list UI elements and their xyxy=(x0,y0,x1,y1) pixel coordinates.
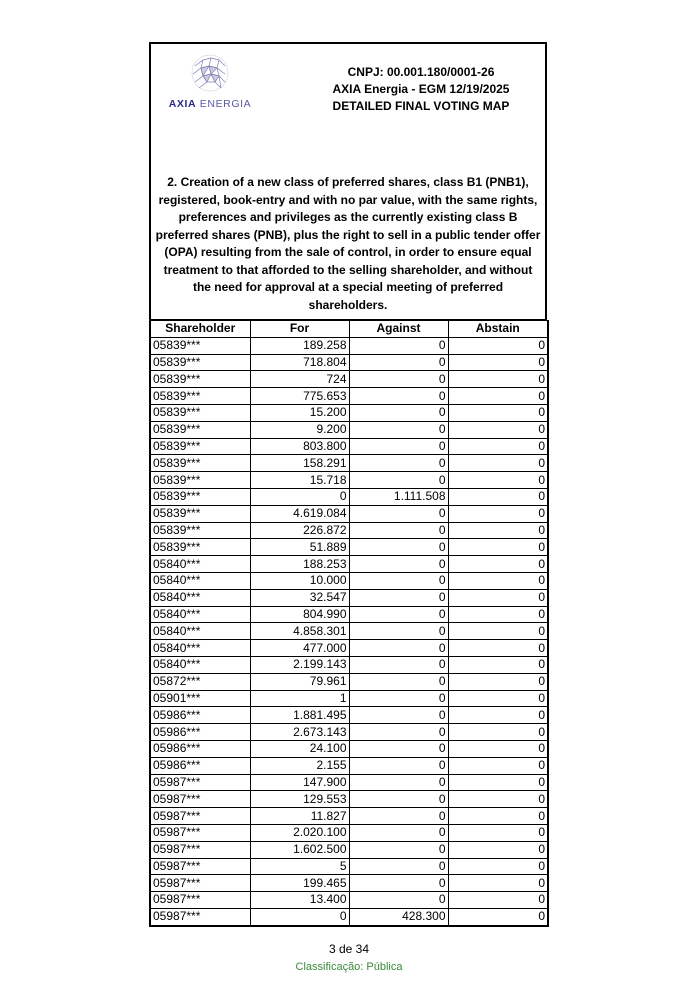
cell-for: 4.858.301 xyxy=(250,623,349,640)
cell-abstain: 0 xyxy=(448,455,548,472)
cell-abstain: 0 xyxy=(448,841,548,858)
cell-shareholder: 05840*** xyxy=(150,640,250,657)
cell-shareholder: 05987*** xyxy=(150,791,250,808)
cell-shareholder: 05839*** xyxy=(150,539,250,556)
cell-abstain: 0 xyxy=(448,472,548,489)
cell-shareholder: 05839*** xyxy=(150,472,250,489)
company-logo xyxy=(165,52,255,110)
title-block xyxy=(301,64,541,115)
table-row xyxy=(150,371,548,388)
cell-for: 226.872 xyxy=(250,522,349,539)
cell-for: 804.990 xyxy=(250,606,349,623)
cell-for: 158.291 xyxy=(250,455,349,472)
cell-against: 0 xyxy=(349,791,448,808)
table-body xyxy=(150,337,548,925)
cell-for: 718.804 xyxy=(250,354,349,371)
table-row xyxy=(150,404,548,421)
table-row xyxy=(150,656,548,673)
cell-abstain: 0 xyxy=(448,673,548,690)
table-row xyxy=(150,640,548,657)
cell-for: 129.553 xyxy=(250,791,349,808)
cell-shareholder: 05986*** xyxy=(150,757,250,774)
cell-for: 24.100 xyxy=(250,740,349,757)
cell-for: 1.602.500 xyxy=(250,841,349,858)
cell-against: 0 xyxy=(349,421,448,438)
document-page xyxy=(149,42,547,927)
cell-for: 13.400 xyxy=(250,892,349,909)
cell-shareholder: 05839*** xyxy=(150,404,250,421)
table-row xyxy=(150,556,548,573)
cell-for: 32.547 xyxy=(250,589,349,606)
cell-abstain: 0 xyxy=(448,791,548,808)
cell-for: 775.653 xyxy=(250,388,349,405)
cell-abstain: 0 xyxy=(448,371,548,388)
cell-against: 0 xyxy=(349,556,448,573)
cell-abstain: 0 xyxy=(448,438,548,455)
cell-for: 189.258 xyxy=(250,337,349,354)
cell-against: 0 xyxy=(349,640,448,657)
cell-abstain: 0 xyxy=(448,572,548,589)
cell-abstain: 0 xyxy=(448,808,548,825)
cell-shareholder: 05839*** xyxy=(150,505,250,522)
cell-for: 4.619.084 xyxy=(250,505,349,522)
header-box xyxy=(149,42,547,320)
cell-against: 0 xyxy=(349,724,448,741)
cell-for: 147.900 xyxy=(250,774,349,791)
table-row xyxy=(150,875,548,892)
cell-shareholder: 05986*** xyxy=(150,740,250,757)
cell-abstain: 0 xyxy=(448,589,548,606)
cell-shareholder: 05986*** xyxy=(150,707,250,724)
cell-against: 0 xyxy=(349,455,448,472)
cell-abstain: 0 xyxy=(448,606,548,623)
cell-abstain: 0 xyxy=(448,337,548,354)
table-row xyxy=(150,841,548,858)
cell-shareholder: 05901*** xyxy=(150,690,250,707)
cell-against: 0 xyxy=(349,774,448,791)
cell-abstain: 0 xyxy=(448,858,548,875)
table-row xyxy=(150,421,548,438)
table-row xyxy=(150,757,548,774)
cell-against: 0 xyxy=(349,371,448,388)
cell-abstain: 0 xyxy=(448,757,548,774)
table-row xyxy=(150,824,548,841)
cell-against: 0 xyxy=(349,438,448,455)
table-row xyxy=(150,572,548,589)
cell-against: 0 xyxy=(349,690,448,707)
table-row xyxy=(150,774,548,791)
cell-shareholder: 05987*** xyxy=(150,875,250,892)
cell-shareholder: 05987*** xyxy=(150,892,250,909)
table-row xyxy=(150,791,548,808)
cell-shareholder: 05839*** xyxy=(150,421,250,438)
table-row xyxy=(150,488,548,505)
cell-abstain: 0 xyxy=(448,774,548,791)
cell-abstain: 0 xyxy=(448,421,548,438)
cell-against: 0 xyxy=(349,707,448,724)
cell-against: 0 xyxy=(349,841,448,858)
table-row xyxy=(150,354,548,371)
cell-abstain: 0 xyxy=(448,388,548,405)
cell-against: 0 xyxy=(349,875,448,892)
cell-abstain: 0 xyxy=(448,505,548,522)
cell-shareholder: 05839*** xyxy=(150,388,250,405)
cell-shareholder: 05986*** xyxy=(150,724,250,741)
meeting-title: AXIA Energia - EGM 12/19/2025 xyxy=(332,82,510,96)
cell-abstain: 0 xyxy=(448,875,548,892)
cell-for: 10.000 xyxy=(250,572,349,589)
cell-against: 0 xyxy=(349,354,448,371)
cell-shareholder: 05839*** xyxy=(150,371,250,388)
cell-shareholder: 05839*** xyxy=(150,354,250,371)
cell-abstain: 0 xyxy=(448,707,548,724)
cell-shareholder: 05987*** xyxy=(150,841,250,858)
cell-for: 724 xyxy=(250,371,349,388)
cell-for: 2.673.143 xyxy=(250,724,349,741)
cell-abstain: 0 xyxy=(448,556,548,573)
cell-against: 0 xyxy=(349,824,448,841)
column-header-against: Against xyxy=(349,321,448,338)
cell-against: 0 xyxy=(349,522,448,539)
classification-label: Classificação: Pública xyxy=(295,961,403,973)
cell-against: 0 xyxy=(349,606,448,623)
cell-against: 0 xyxy=(349,404,448,421)
cell-shareholder: 05840*** xyxy=(150,572,250,589)
cell-for: 0 xyxy=(250,908,349,925)
cell-abstain: 0 xyxy=(448,892,548,909)
cell-shareholder: 05840*** xyxy=(150,606,250,623)
cell-against: 0 xyxy=(349,539,448,556)
cell-abstain: 0 xyxy=(448,824,548,841)
cell-for: 5 xyxy=(250,858,349,875)
cell-abstain: 0 xyxy=(448,354,548,371)
table-row xyxy=(150,808,548,825)
cell-abstain: 0 xyxy=(448,690,548,707)
cell-against: 0 xyxy=(349,623,448,640)
table-row xyxy=(150,472,548,489)
voting-table xyxy=(149,320,549,927)
cell-for: 2.020.100 xyxy=(250,824,349,841)
cell-against: 0 xyxy=(349,505,448,522)
cell-for: 1 xyxy=(250,690,349,707)
cell-against: 0 xyxy=(349,472,448,489)
cell-abstain: 0 xyxy=(448,740,548,757)
cell-against: 428.300 xyxy=(349,908,448,925)
cell-against: 0 xyxy=(349,589,448,606)
table-row xyxy=(150,908,548,925)
cell-for: 1.881.495 xyxy=(250,707,349,724)
cell-shareholder: 05840*** xyxy=(150,589,250,606)
table-row xyxy=(150,438,548,455)
cell-against: 0 xyxy=(349,673,448,690)
table-row xyxy=(150,690,548,707)
cell-for: 2.199.143 xyxy=(250,656,349,673)
globe-network-icon xyxy=(187,52,233,94)
cnpj: CNPJ: 00.001.180/0001-26 xyxy=(347,65,495,79)
cell-for: 9.200 xyxy=(250,421,349,438)
page-footer xyxy=(0,941,698,975)
column-header-for: For xyxy=(250,321,349,338)
cell-abstain: 0 xyxy=(448,908,548,925)
cell-shareholder: 05872*** xyxy=(150,673,250,690)
table-row xyxy=(150,724,548,741)
cell-for: 199.465 xyxy=(250,875,349,892)
cell-against: 0 xyxy=(349,388,448,405)
cell-for: 15.200 xyxy=(250,404,349,421)
cell-for: 79.961 xyxy=(250,673,349,690)
table-row xyxy=(150,388,548,405)
column-header-abstain: Abstain xyxy=(448,321,548,338)
cell-shareholder: 05839*** xyxy=(150,337,250,354)
table-row xyxy=(150,707,548,724)
cell-for: 477.000 xyxy=(250,640,349,657)
table-header-row xyxy=(150,321,548,338)
cell-shareholder: 05987*** xyxy=(150,858,250,875)
table-row xyxy=(150,522,548,539)
agenda-item-text: 2. Creation of a new class of preferred shares, class B1 (PNB1), registered, book-entry and with no par value, with the same rights, preferences and privileges as the currently existing class B preferred shares (PNB), plus the right to sell in a public tender offer (OPA) resulting from the sale of control, in order to ensure equal treatment to that afforded to the selling shareholder, and without the need for approval at a special meeting of preferred shareholders. xyxy=(155,175,541,312)
cell-abstain: 0 xyxy=(448,623,548,640)
table-row xyxy=(150,673,548,690)
cell-for: 51.889 xyxy=(250,539,349,556)
cell-abstain: 0 xyxy=(448,724,548,741)
document-title: DETAILED FINAL VOTING MAP xyxy=(332,99,510,113)
cell-against: 0 xyxy=(349,808,448,825)
cell-abstain: 0 xyxy=(448,488,548,505)
cell-shareholder: 05987*** xyxy=(150,824,250,841)
cell-shareholder: 05840*** xyxy=(150,556,250,573)
table-row xyxy=(150,539,548,556)
cell-shareholder: 05839*** xyxy=(150,488,250,505)
cell-abstain: 0 xyxy=(448,640,548,657)
cell-against: 0 xyxy=(349,337,448,354)
cell-against: 0 xyxy=(349,656,448,673)
cell-for: 0 xyxy=(250,488,349,505)
cell-shareholder: 05840*** xyxy=(150,656,250,673)
cell-abstain: 0 xyxy=(448,539,548,556)
cell-against: 0 xyxy=(349,572,448,589)
cell-shareholder: 05840*** xyxy=(150,623,250,640)
cell-shareholder: 05987*** xyxy=(150,774,250,791)
logo-wordmark: AXIA ENERGIA xyxy=(168,98,252,110)
cell-abstain: 0 xyxy=(448,522,548,539)
table-row xyxy=(150,606,548,623)
table-row xyxy=(150,455,548,472)
table-row xyxy=(150,892,548,909)
cell-abstain: 0 xyxy=(448,404,548,421)
cell-for: 11.827 xyxy=(250,808,349,825)
cell-for: 188.253 xyxy=(250,556,349,573)
table-row xyxy=(150,740,548,757)
table-row xyxy=(150,505,548,522)
cell-shareholder: 05839*** xyxy=(150,522,250,539)
cell-shareholder: 05987*** xyxy=(150,808,250,825)
cell-abstain: 0 xyxy=(448,656,548,673)
cell-against: 1.111.508 xyxy=(349,488,448,505)
column-header-shareholder: Shareholder xyxy=(150,321,250,338)
table-row xyxy=(150,858,548,875)
cell-shareholder: 05987*** xyxy=(150,908,250,925)
cell-against: 0 xyxy=(349,740,448,757)
cell-for: 15.718 xyxy=(250,472,349,489)
table-row xyxy=(150,589,548,606)
table-row xyxy=(150,337,548,354)
page-number: 3 de 34 xyxy=(328,942,370,956)
cell-for: 803.800 xyxy=(250,438,349,455)
cell-against: 0 xyxy=(349,858,448,875)
cell-shareholder: 05839*** xyxy=(150,455,250,472)
cell-shareholder: 05839*** xyxy=(150,438,250,455)
cell-for: 2.155 xyxy=(250,757,349,774)
cell-against: 0 xyxy=(349,892,448,909)
cell-against: 0 xyxy=(349,757,448,774)
table-row xyxy=(150,623,548,640)
